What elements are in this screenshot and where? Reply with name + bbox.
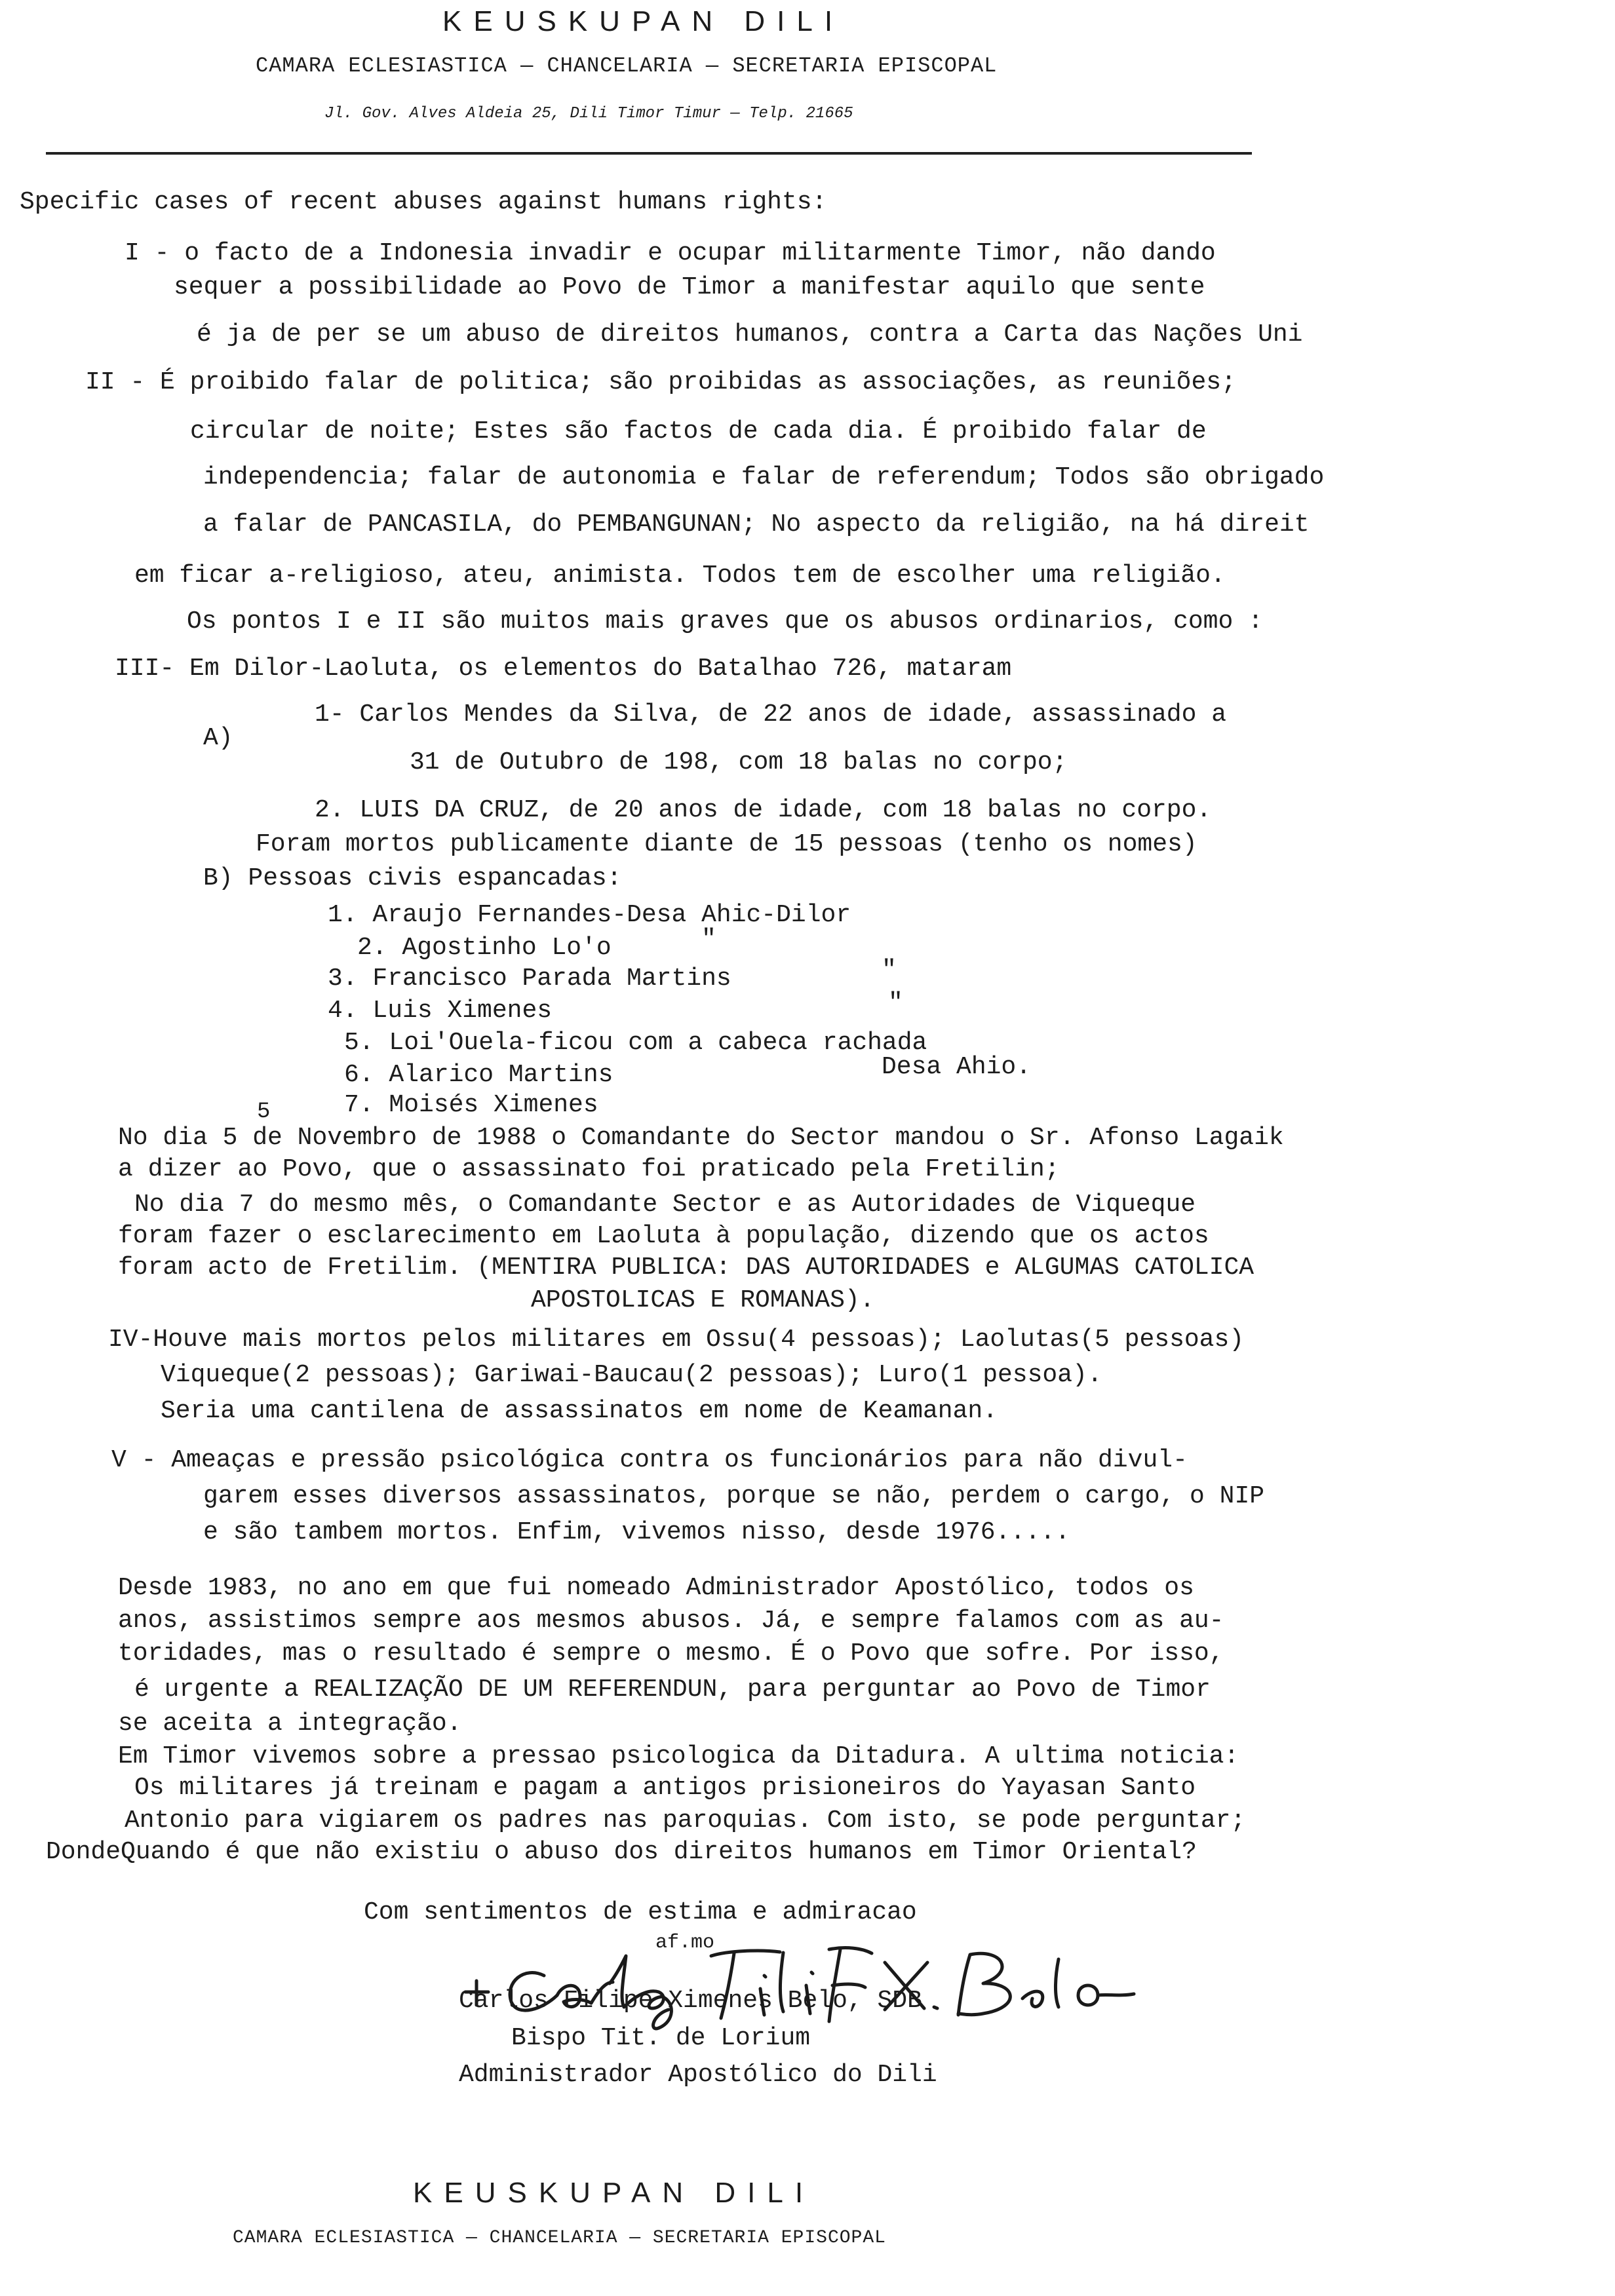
section-4-line-1: IV-Houve mais mortos pelos militares em Ossu(4 pessoas); Laolutas(5 pessoas) bbox=[108, 1326, 1245, 1354]
closing-afmo: af.mo bbox=[655, 1932, 715, 1954]
november-line-5: foram acto de Fretilim. (MENTIRA PUBLICA: DAS AUTORIDADES e ALGUMAS CATOLICA bbox=[118, 1253, 1255, 1282]
november-line-4: foram fazer o esclarecimento em Laoluta à população, dizendo que os actos bbox=[118, 1222, 1209, 1250]
section-2-line-2: circular de noite; Estes são factos de cada dia. É proibido falar de bbox=[190, 417, 1207, 446]
section-2-line-5: em ficar a-religioso, ateu, animista. Todos tem de escolher uma religião. bbox=[134, 562, 1226, 590]
section-2-line-1: II - É proibido falar de politica; são proibidas as associações, as reuniões; bbox=[85, 368, 1236, 396]
ditto-mark-2: " bbox=[701, 925, 716, 953]
section-5-line-1: V - Ameaças e pressão psicológica contra os funcionários para não divul- bbox=[111, 1446, 1188, 1474]
november-line-1: No dia 5 de Novembro de 1988 o Comandante do Sector mandou o Sr. Afonso Lagaik bbox=[118, 1124, 1284, 1152]
beaten-civilian-5: 5. Loi'Ouela-ficou com a cabeca rachada bbox=[344, 1029, 927, 1057]
handwritten-5: 5 bbox=[257, 1100, 271, 1124]
beaten-civilian-2: 2. Agostinho Lo'o bbox=[357, 934, 612, 962]
victim-a1-line-1: 1- Carlos Mendes da Silva, de 22 anos de idade, assassinado a bbox=[315, 700, 1227, 729]
section-3-intro: III- Em Dilor-Laoluta, os elementos do Batalhao 726, mataram bbox=[115, 655, 1012, 683]
section-3-label-b: B) Pessoas civis espancadas: bbox=[203, 864, 622, 892]
closing-salutation: Com sentimentos de estima e admiracao bbox=[364, 1898, 917, 1926]
victim-a2-line-1: 2. LUIS DA CRUZ, de 20 anos de idade, com 18 balas no corpo. bbox=[315, 796, 1212, 824]
victim-a1-line-2: 31 de Outubro de 198, com 18 balas no corpo; bbox=[410, 748, 1068, 776]
section-5-line-2: garem esses diversos assassinatos, porque se não, perdem o cargo, o NIP bbox=[203, 1482, 1265, 1510]
handwritten-signature bbox=[452, 1936, 1147, 2035]
footer-subtitle: CAMARA ECLESIASTICA — CHANCELARIA — SECRETARIA EPISCOPAL bbox=[233, 2228, 886, 2248]
beaten-civilian-7: 7. Moisés Ximenes bbox=[344, 1091, 598, 1119]
letterhead-rule bbox=[46, 152, 1252, 155]
beaten-civilian-3: 3. Francisco Parada Martins bbox=[328, 965, 731, 993]
final-line-5: se aceita a integração. bbox=[118, 1710, 462, 1738]
section-1-line-3: é ja de per se um abuso de direitos humanos, contra a Carta das Nações Uni bbox=[197, 320, 1303, 349]
section-2-line-3: independencia; falar de autonomia e falar de referendum; Todos são obrigado bbox=[203, 463, 1325, 491]
signer-name: Carlos Filipe Ximenes Belo, SDB bbox=[459, 1987, 922, 2015]
final-line-7: Os militares já treinam e pagam a antigos prisioneiros do Yayasan Santo bbox=[134, 1774, 1196, 1802]
ditto-mark-4: " bbox=[888, 989, 903, 1017]
victim-a2-line-2: Foram mortos publicamente diante de 15 pessoas (tenho os nomes) bbox=[256, 830, 1197, 858]
section-4-line-2: Viqueque(2 pessoas); Gariwai-Baucau(2 pessoas); Luro(1 pessoa). bbox=[161, 1361, 1102, 1389]
november-line-3: No dia 7 do mesmo mês, o Comandante Sector e as Autoridades de Viqueque bbox=[134, 1191, 1196, 1219]
final-line-2: anos, assistimos sempre aos mesmos abusos. Já, e sempre falamos com as au- bbox=[118, 1607, 1224, 1635]
section-2-line-4: a falar de PANCASILA, do PEMBANGUNAN; No aspecto da religião, na há direit bbox=[203, 510, 1310, 539]
november-line-6: APOSTOLICAS E ROMANAS). bbox=[531, 1286, 875, 1314]
beaten-civilian-6: 6. Alarico Martins bbox=[344, 1061, 613, 1089]
final-line-9: DondeQuando é que não existiu o abuso dos direitos humanos em Timor Oriental? bbox=[46, 1838, 1197, 1866]
section-1-line-2: sequer a possibilidade ao Povo de Timor a manifestar aquilo que sente bbox=[174, 273, 1205, 301]
signer-title-2: Administrador Apostólico do Dili bbox=[459, 2061, 937, 2089]
letterhead-subtitle: CAMARA ECLESIASTICA — CHANCELARIA — SECRETARIA EPISCOPAL bbox=[256, 54, 998, 78]
final-line-3: toridades, mas o resultado é sempre o mesmo. É o Povo que sofre. Por isso, bbox=[118, 1639, 1224, 1668]
beaten-civilian-1: 1. Araujo Fernandes-Desa Ahic-Dilor bbox=[328, 901, 851, 929]
final-line-4: é urgente a REALIZAÇÃO DE UM REFERENDUN, para perguntar ao Povo de Timor bbox=[134, 1675, 1211, 1704]
signer-title-1: Bispo Tit. de Lorium bbox=[511, 2024, 811, 2052]
section-3-label-a: A) bbox=[203, 724, 233, 752]
beaten-civilian-4: 4. Luis Ximenes bbox=[328, 997, 553, 1025]
section-1-line-1: I - o facto de a Indonesia invadir e ocupar militarmente Timor, não dando bbox=[125, 239, 1216, 267]
points-comparison-line: Os pontos I e II são muitos mais graves que os abusos ordinarios, como : bbox=[187, 607, 1263, 636]
letterhead-address: Jl. Gov. Alves Aldeia 25, Dili Timor Timur — Telp. 21665 bbox=[324, 105, 853, 123]
section-5-line-3: e são tambem mortos. Enfim, vivemos nisso, desde 1976..... bbox=[203, 1518, 1070, 1546]
november-line-2: a dizer ao Povo, que o assassinato foi praticado pela Fretilin; bbox=[118, 1155, 1060, 1183]
final-line-8: Antonio para vigiarem os padres nas paroquias. Com isto, se pode perguntar; bbox=[125, 1807, 1246, 1835]
section-4-line-3: Seria uma cantilena de assassinatos em nome de Keamanan. bbox=[161, 1397, 998, 1425]
intro-line: Specific cases of recent abuses against humans rights: bbox=[20, 188, 827, 216]
desa-ahio-label: Desa Ahio. bbox=[882, 1053, 1032, 1081]
final-line-6: Em Timor vivemos sobre a pressao psicologica da Ditadura. A ultima noticia: bbox=[118, 1742, 1239, 1770]
final-line-1: Desde 1983, no ano em que fui nomeado Administrador Apostólico, todos os bbox=[118, 1574, 1194, 1602]
ditto-mark-3: " bbox=[882, 956, 897, 984]
letterhead-title: KEUSKUPAN DILI bbox=[442, 5, 845, 37]
footer-title: KEUSKUPAN DILI bbox=[413, 2177, 815, 2209]
